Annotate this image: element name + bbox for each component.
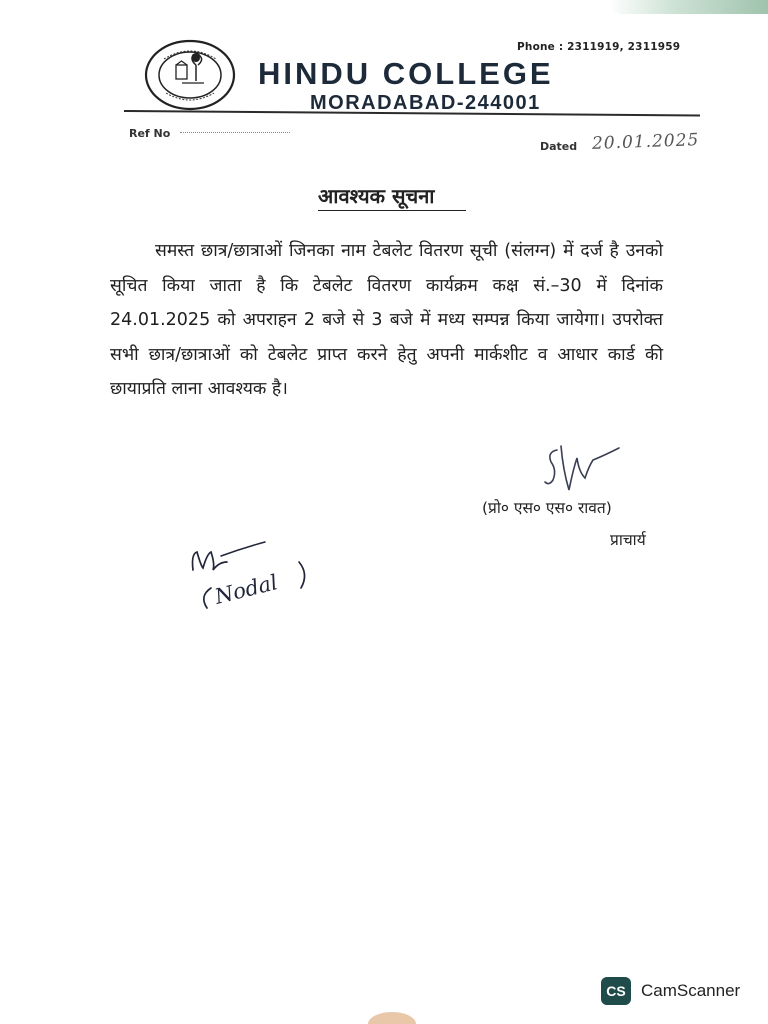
college-city: MORADABAD-244001 — [310, 92, 541, 114]
nodal-note-text: Nodal — [212, 570, 281, 609]
dated-label: Dated — [540, 140, 578, 153]
college-name: HINDU COLLEGE — [258, 56, 554, 91]
handwritten-nodal-annotation — [183, 540, 318, 615]
signatory-name: (प्रो० एस० एस० रावत) — [482, 499, 612, 517]
phone-number: Phone : 2311919, 2311959 — [517, 41, 681, 53]
ref-label: Ref No — [129, 127, 171, 140]
notice-title: आवश्यक सूचना — [318, 184, 435, 208]
scan-corner-shade — [608, 0, 768, 14]
letterhead — [120, 36, 705, 154]
camscanner-logo-icon: CS — [601, 977, 631, 1005]
signatory-designation: प्राचार्य — [610, 531, 646, 549]
notice-title-underline — [318, 210, 466, 211]
camscanner-watermark — [601, 977, 740, 1005]
college-seal-icon — [144, 39, 236, 111]
ref-blank-line — [180, 132, 290, 133]
dated-value: 20.01.2025 — [591, 130, 700, 154]
notice-body-text: समस्त छात्र/छात्राओं जिनका नाम टेबलेट वितरण सूची (संलग्न) में दर्ज है उनको सूचित किया जाता है कि टेबलेट वितरण कार्यक्रम कक्ष सं.–30 में दिनांक 24.01.2025 को अपराहन 2 बजे से 3 बजे में मध्य सम्पन्न किया जायेगा। उपरोक्त सभी छात्र/छात्राओं को टेबलेट प्राप्त करने हेतु अपनी मार्कशीट व आधार कार्ड की छायाप्रति लाना आवश्यक है। — [110, 241, 663, 399]
principal-signature-icon — [543, 440, 625, 492]
notice-body — [110, 234, 663, 407]
camscanner-brand: CamScanner — [641, 981, 741, 1000]
finger-edge — [368, 1012, 416, 1024]
